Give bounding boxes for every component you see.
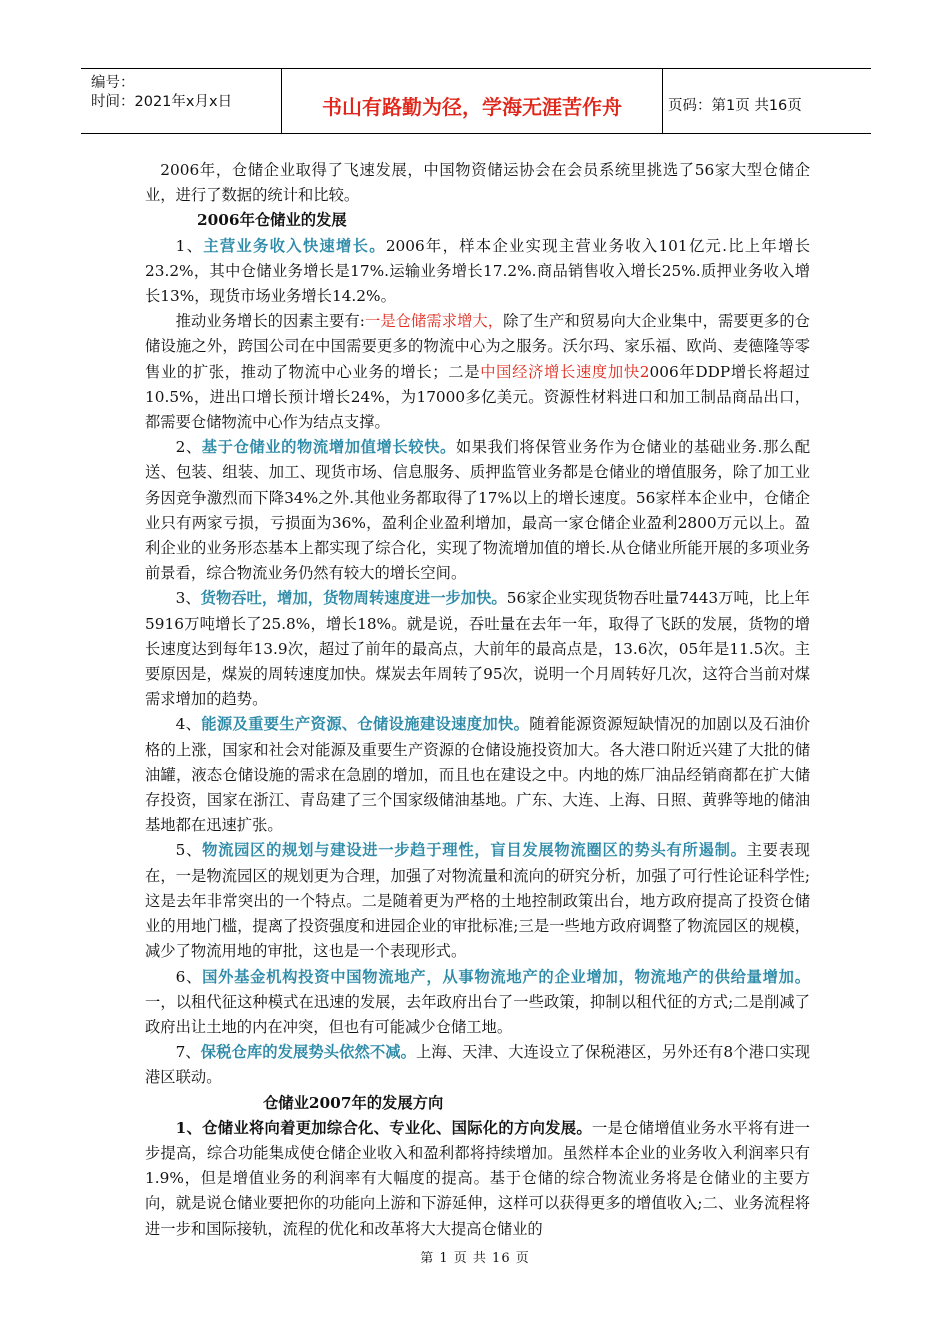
paragraph-7 — [145, 965, 810, 1041]
intro-paragraph: 2006年，仓储企业取得了飞速发展，中国物资储运协会在会员系统里挑选了56家大型仓储企业，进行了数据的统计和比较。 — [145, 161, 810, 205]
paragraph-2 — [145, 309, 810, 435]
page-info: 页码：第1页 共16页 — [668, 98, 802, 114]
p2-text-b: 除了生产和贸易向大企业集中，需要更多的仓储设施之外，跨国公司在中国需要更多的物流中心为之服务。沃尔玛、家乐福、欧尚、麦德隆等零售业的扩张，推动了物流中心业务的增长；二是 — [145, 312, 810, 381]
p7-text: 一，以租代征这种模式在迅速的发展，去年政府出台了一些政策，抑制以租代征的方式;二是削减了政府出让土地的内在冲突，但也有可能减少仓储工地。 — [145, 992, 810, 1036]
header-right-cell — [664, 69, 871, 133]
paragraph-9 — [145, 1116, 810, 1242]
p4-number: 3、 — [175, 589, 201, 608]
p2-highlight-1: 一是仓储需求增大， — [364, 312, 504, 331]
p5-number: 4、 — [175, 715, 202, 734]
p5-text: 随着能源资源短缺情况的加剧以及石油价格的上涨，国家和社会对能源及重要生产资源的仓储设施投资加大。各大港口附近兴建了大批的储油罐，液态仓储设施的需求在急剧的增加，而且也在建设之中。内地的炼厂油品经销商都在扩大储存投资，国家在浙江、青岛建了三个国家级储油基地。广东、大连、上海、日照、黄骅等地的储油基地都在迅速扩张。 — [145, 715, 810, 835]
page-footer: 第 1 页 共 16 页 — [420, 1251, 530, 1266]
p1-text: 2006年，样本企业实现主营业务收入101亿元.比上年增长23.2%，其中仓储业务增长是17%.运输业务增长17.2%.商品销售收入增长25%.质押业务收入增长13%，现货市场业务增长14.2%。 — [145, 236, 810, 306]
paragraph-4 — [145, 586, 810, 712]
p1-number: 1、 — [175, 236, 204, 255]
p9-text: 一是仓储增值业务水平将有进一步提高，综合功能集成使仓储企业收入和盈利都将持续增加。虽然样本企业的业务收入利润率只有1.9%，但是增值业务的利润率有大幅度的提高。基于仓储的综合物流业务将是仓储业的主要方向，就是说仓储业要把你的功能向上游和下游延伸，这样可以获得更多的增值收入;二、业务流程将进一步和国际接轨，流程的优化和改革将大大提高仓储业的 — [145, 1118, 810, 1238]
paragraph-6 — [145, 838, 810, 964]
p8-text: 上海、天津、大连设立了保税港区，另外还有8个港口实现港区联动。 — [145, 1043, 810, 1087]
header-left-cell — [81, 69, 281, 133]
p7-number: 6、 — [175, 967, 203, 986]
p2-highlight-2: 中国经济增长速度加快2 — [480, 362, 650, 381]
section-heading-2006: 2006年仓储业的发展 — [197, 211, 347, 230]
p4-heading: 货物吞吐，增加，货物周转速度进一步加快。 — [200, 589, 507, 608]
p5-heading: 能源及重要生产资源、仓储设施建设速度加快。 — [201, 715, 530, 734]
p8-heading: 保税仓库的发展势头依然不减。 — [200, 1043, 416, 1062]
p2-text-c: 006年DDP增长将超过10.5%，进出口增长预计增长24%，为17000多亿美元。资源性材料进口和加工制品商品出口，都需要仓储物流中心作为结点支撑。 — [145, 362, 810, 432]
p1-heading: 主营业务收入快速增长。 — [203, 236, 386, 255]
paragraph-1 — [145, 234, 810, 310]
section-heading-2007: 仓储业2007年的发展方向 — [263, 1093, 444, 1112]
p7-heading: 国外基金机构投资中国物流地产，从事物流地产的企业增加，物流地产的供给量增加。 — [202, 967, 810, 986]
p6-text: 主要表现在，一是物流园区的规划更为合理，加强了对物流量和流向的研究分析，加强了可行性论证科学性;这是去年非常突出的一个特点。二是随着更为严格的土地控制政策出台，地方政府提高了投资仓储业的用地门槛，提离了投资强度和进园企业的审批标准;三是一些地方政府调整了物流园区的规模，减少了物流用地的审批，这也是一个表现形式。 — [145, 841, 810, 961]
document-body — [145, 158, 810, 1242]
header-table — [81, 68, 871, 134]
p6-number: 5、 — [175, 841, 203, 860]
time-label: 时间：2021年x月x日 — [91, 94, 233, 110]
number-label: 编号： — [91, 75, 135, 91]
motto: 书山有路勤为径，学海无涯苦作舟 — [322, 95, 622, 119]
paragraph-5 — [145, 712, 810, 838]
p3-number: 2、 — [175, 438, 202, 457]
paragraph-8 — [145, 1040, 810, 1090]
p4-text: 56家企业实现货物吞吐量7443万吨，比上年5916万吨增长了25.8%，增长18%。就是说，吞吐量在去年一年，取得了飞跃的发展，货物的增长速度达到每年13.9次，超过了前年的最高点，大前年的最高点是，13.6次，05年是11.5次。主要原因是，煤炭的周转速度加快。煤炭去年周转了95次，说明一个月周转好几次，这符合当前对煤需求增加的趋势。 — [145, 589, 810, 709]
p3-text: 如果我们将保管业务作为仓储业的基础业务.那么配送、包装、组装、加工、现货市场、信息服务、质押监管业务都是仓储业的增值服务，除了加工业务因竞争激烈而下降34%之外.其他业务都取得了17%以上的增长速度。56家样本企业中，仓储企业只有两家亏损，亏损面为36%，盈利企业盈利增加，最高一家仓储企业盈利2800万元以上。盈利企业的业务形态基本上都实现了综合化，实现了物流增加值的增长.从仓储业所能开展的多项业务前景看，综合物流业务仍然有较大的增长空间。 — [145, 438, 811, 583]
paragraph-3 — [145, 435, 810, 586]
header-motto-cell — [281, 69, 663, 133]
p3-heading: 基于仓储业的物流增加值增长较快。 — [201, 438, 456, 457]
p8-number: 7、 — [175, 1043, 201, 1062]
p6-heading: 物流园区的规划与建设进一步趋于理性，盲目发展物流圈区的势头有所遏制。 — [202, 841, 747, 860]
p2-text-a: 推动业务增长的因素主要有: — [175, 312, 365, 331]
p9-heading: 1、仓储业将向着更加综合化、专业化、国际化的方向发展。 — [175, 1118, 592, 1137]
